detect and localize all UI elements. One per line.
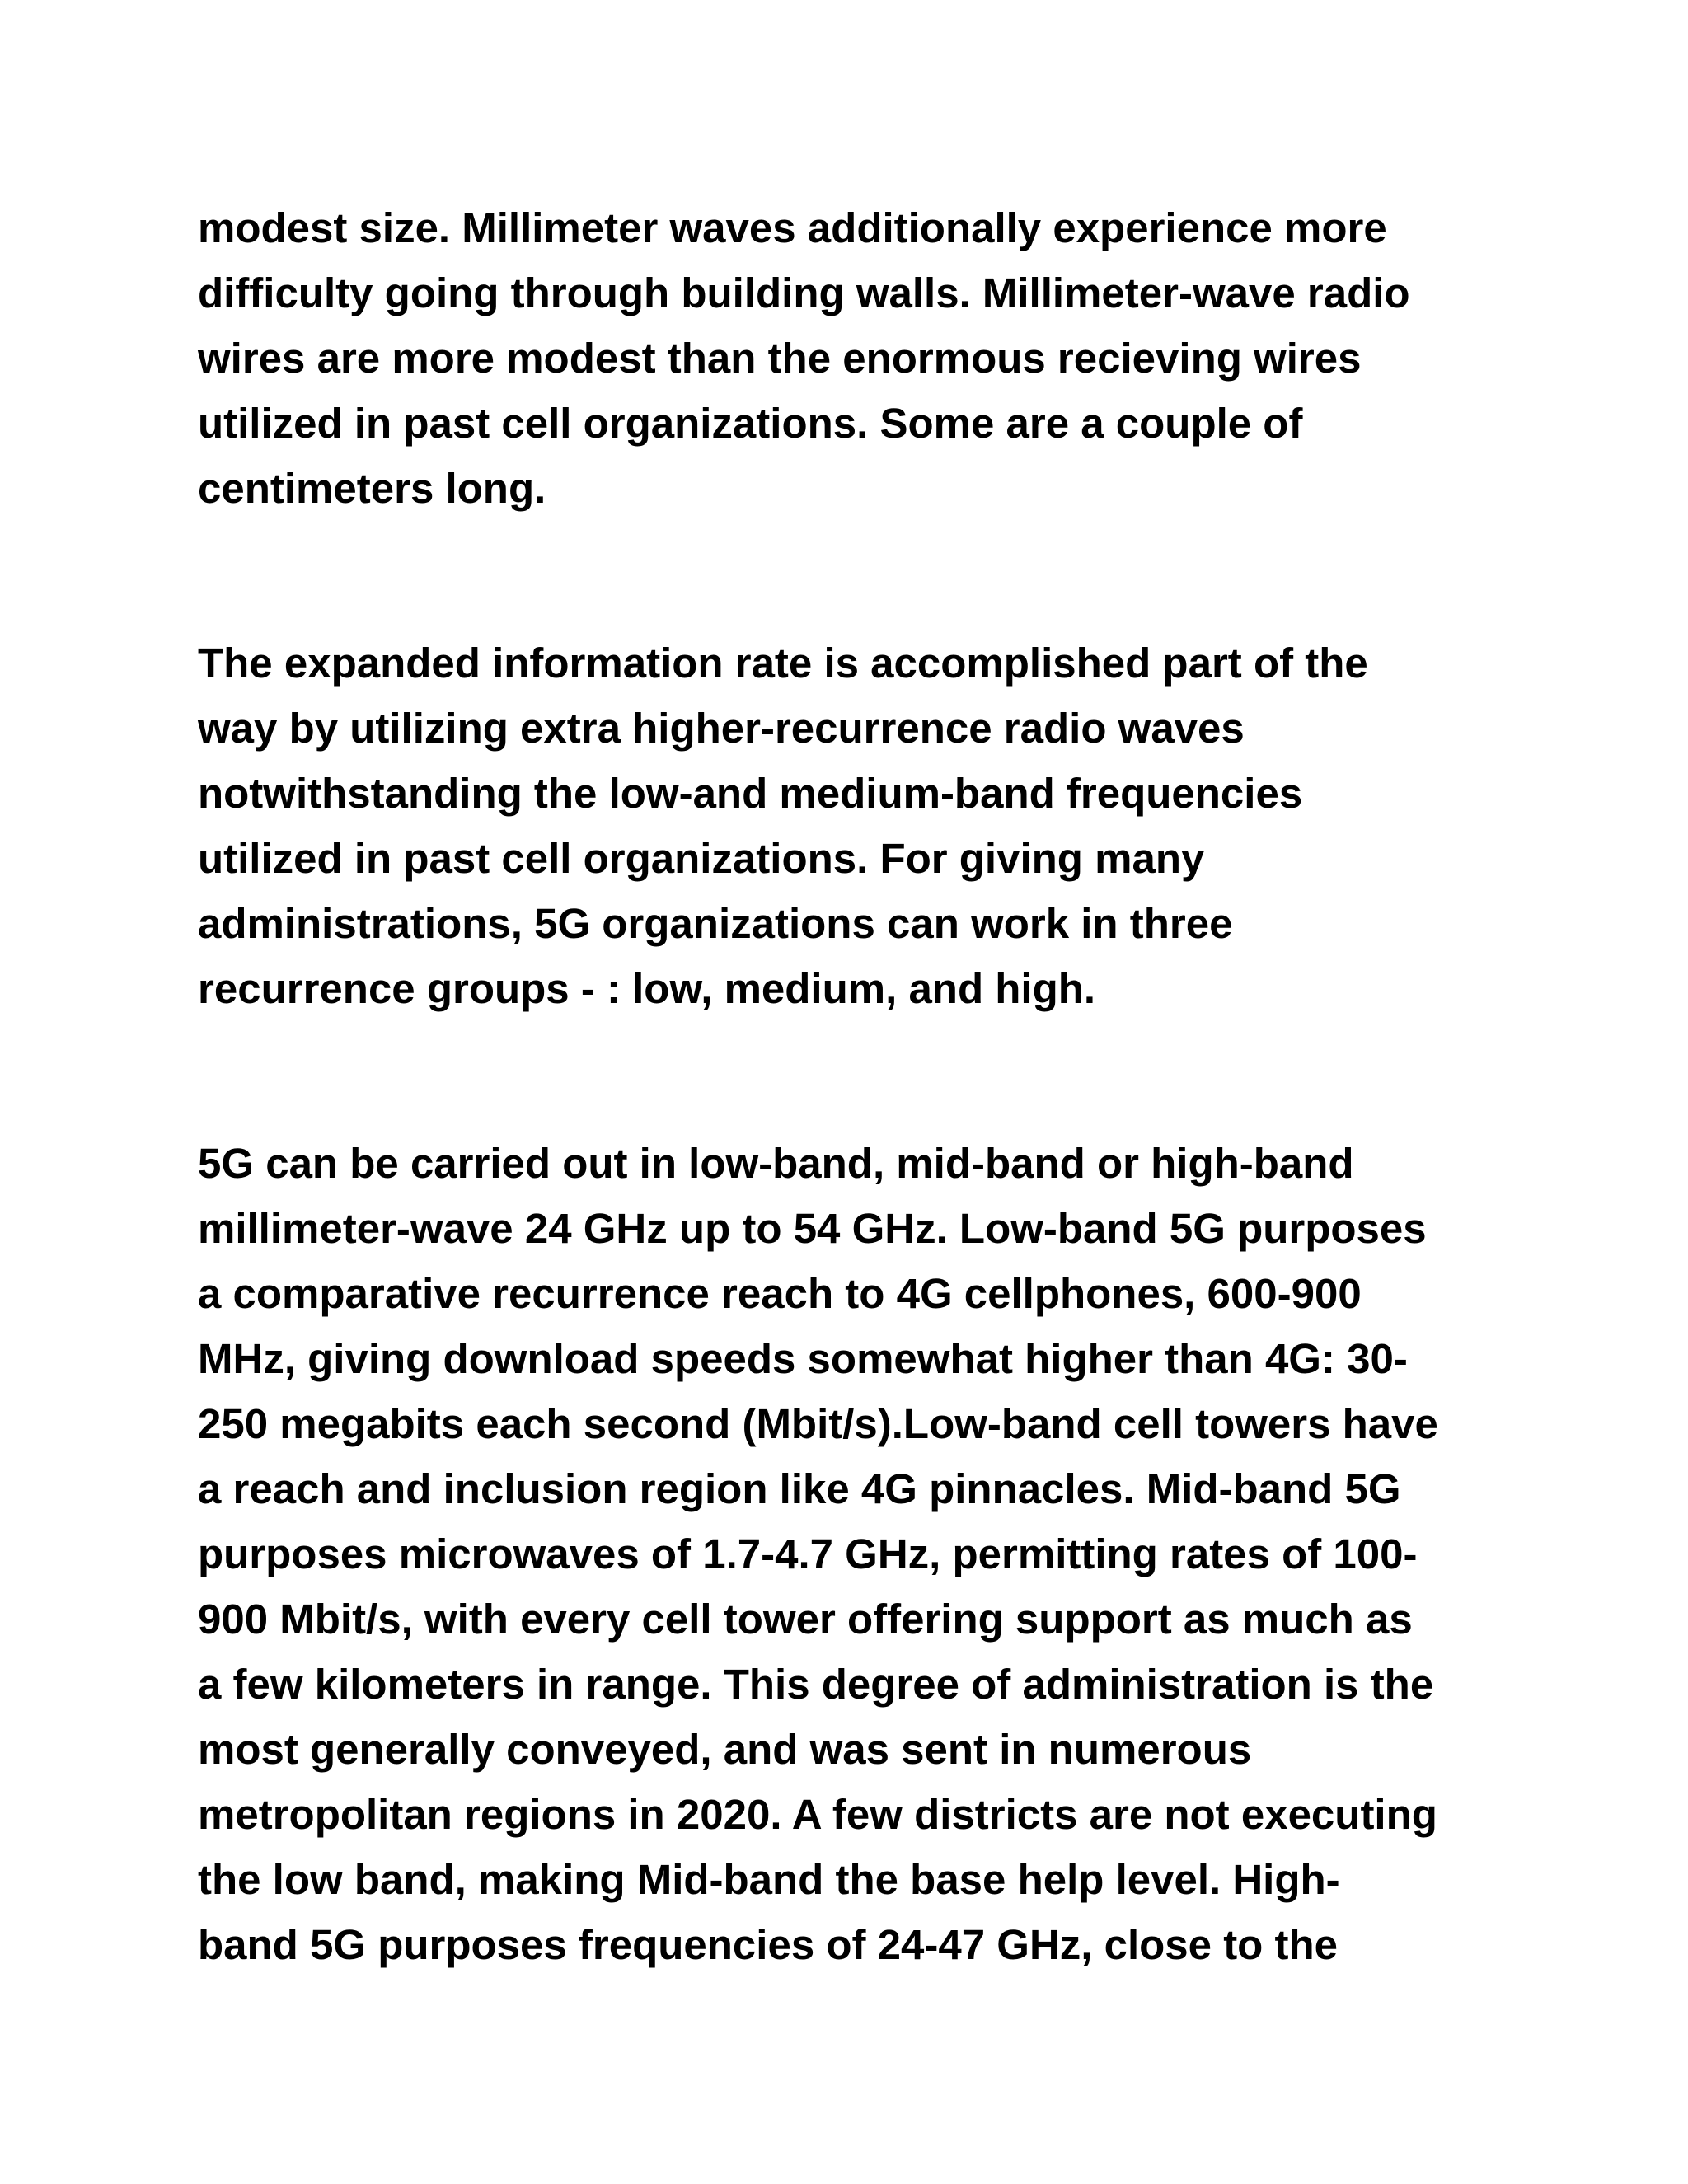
text-line: a few kilometers in range. This degree of administration is the — [198, 1661, 1434, 1708]
text-line: The expanded information rate is accomplished part of the — [198, 640, 1368, 687]
text-line: 900 Mbit/s, with every cell tower offering support as much as — [198, 1596, 1413, 1643]
paragraph-5g-bands — [198, 1131, 1517, 1977]
text-line: 250 megabits each second (Mbit/s).Low-band cell towers have — [198, 1400, 1438, 1447]
text-line: millimeter-wave 24 GHz up to 54 GHz. Low-band 5G purposes — [198, 1205, 1427, 1252]
text-line: wires are more modest than the enormous recieving wires — [198, 335, 1362, 382]
text-line: recurrence groups - : low, medium, and high. — [198, 965, 1096, 1012]
text-line: band 5G purposes frequencies of 24-47 GHz, close to the — [198, 1921, 1339, 1968]
text-line: a comparative recurrence reach to 4G cellphones, 600-900 — [198, 1270, 1362, 1317]
text-line: administrations, 5G organizations can work in three — [198, 900, 1233, 947]
text-line: metropolitan regions in 2020. A few districts are not executing — [198, 1791, 1437, 1838]
text-line: modest size. Millimeter waves additionally experience more — [198, 204, 1387, 251]
text-line: the low band, making Mid-band the base help level. High- — [198, 1856, 1340, 1903]
paragraph-information-rate — [198, 630, 1517, 1021]
text-line: a reach and inclusion region like 4G pinnacles. Mid-band 5G — [198, 1465, 1401, 1512]
text-line: notwithstanding the low-and medium-band frequencies — [198, 770, 1303, 817]
text-line: utilized in past cell organizations. Some are a couple of — [198, 400, 1303, 447]
text-line: difficulty going through building walls. Millimeter-wave radio — [198, 269, 1410, 316]
text-line: utilized in past cell organizations. For giving many — [198, 835, 1205, 882]
text-line: purposes microwaves of 1.7-4.7 GHz, permitting rates of 100- — [198, 1530, 1418, 1577]
text-line: most generally conveyed, and was sent in numerous — [198, 1726, 1252, 1773]
text-line: centimeters long. — [198, 465, 546, 512]
text-line: MHz, giving download speeds somewhat higher than 4G: 30- — [198, 1335, 1408, 1382]
text-line: 5G can be carried out in low-band, mid-band or high-band — [198, 1140, 1354, 1187]
text-line: way by utilizing extra higher-recurrence radio waves — [198, 705, 1245, 752]
paragraph-millimeter-waves — [198, 195, 1517, 521]
